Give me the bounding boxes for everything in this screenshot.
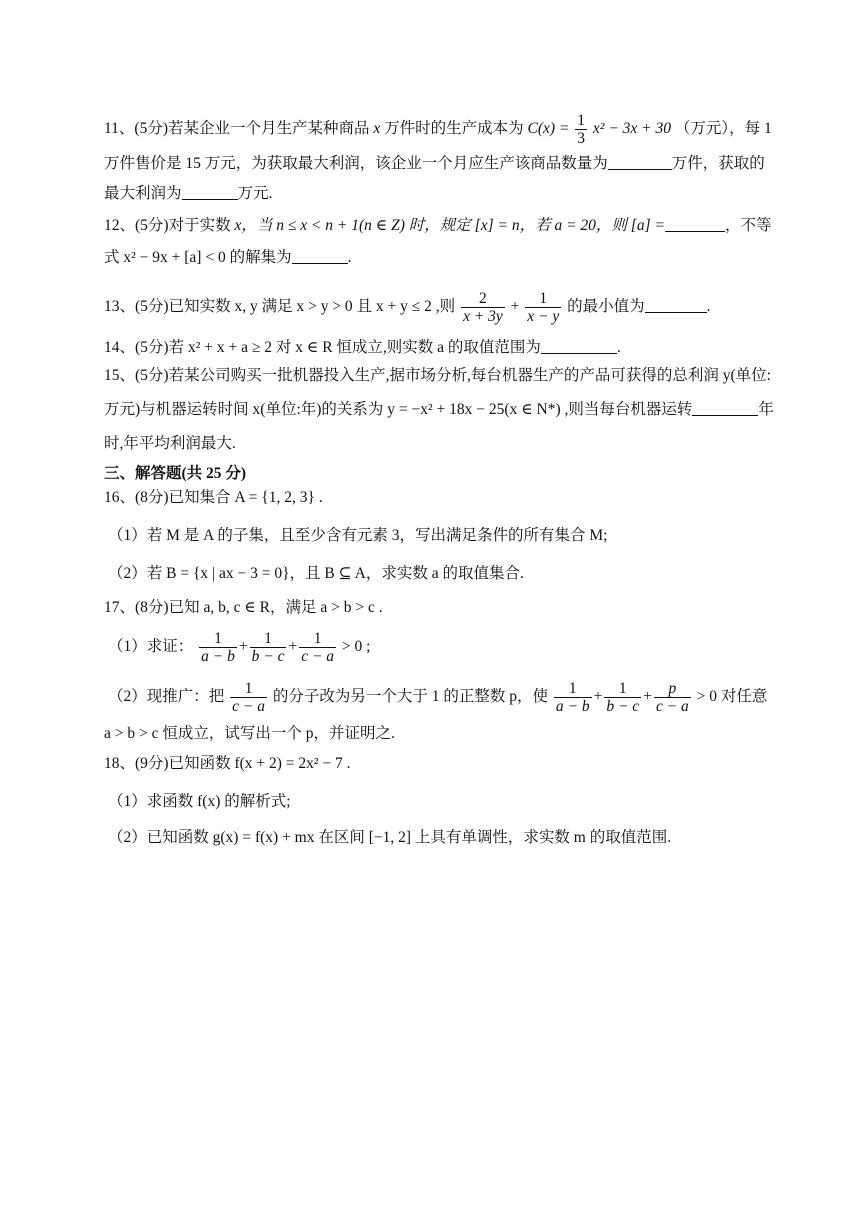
p17-q1-frac-3: $\frac{1}{c - a}$	[301, 630, 335, 665]
answer-blank[interactable]	[692, 401, 758, 416]
p11-line3: 最大利润为	[104, 185, 182, 202]
problem-11-line-2	[104, 154, 765, 174]
p17-q2-frac-1: $\frac{1}{a - b}$	[555, 680, 590, 715]
p13-fraction-2	[525, 290, 561, 325]
p11-mid: 万件时的生产成本为	[384, 120, 524, 138]
p11-after-cost: （万元），每 1	[674, 120, 772, 138]
p14-text: 14、(5分)若 x² + x + a ≥ 2 对 x ∈ R 恒成立,则实数 a 的取值范围为	[104, 339, 541, 356]
problem-13	[104, 290, 711, 325]
answer-blank[interactable]	[645, 298, 707, 313]
p12-line2: 式 x² − 9x + [a] < 0 的解集为	[104, 249, 292, 266]
p17-q2-frac-a: $\frac{1}{c - a}$	[232, 680, 265, 715]
p13-tail: 的最小值为	[567, 298, 645, 316]
problem-18-q1: （1）求函数 f(x) 的解析式;	[108, 793, 291, 810]
problem-17-q1: （1）求证： $\frac{1}{a - b}$ + $\frac{1}{b - c}$ + $\frac{1}{c - a}$ > 0 ;	[108, 630, 371, 665]
p11-cost-rhs: x² − 3x + 30	[592, 120, 671, 138]
p12-tail: ，不等	[724, 217, 772, 234]
p15-line1: 15、(5分)若某公司购买一批机器投入生产,据市场分析,每台机器生产的产品可获得的总利润 y(单位:	[104, 367, 771, 384]
section-heading: 三、解答题(共 25 分)	[104, 465, 247, 482]
problem-12-line-1	[104, 216, 771, 236]
p11-cost-lhs: C(x) =	[527, 120, 570, 138]
p12-line2-tail: .	[347, 249, 352, 266]
p17-q2-pre: （2）现推广：把	[108, 688, 225, 706]
problem-15-line-3	[104, 434, 236, 454]
problem-11-line-3	[104, 184, 272, 204]
p13-f2-den: x − y	[527, 308, 560, 325]
p11-intro: 11、(5分)若某企业一个月生产某种商品	[104, 120, 370, 138]
p13-f1-den: x + 3y	[463, 308, 503, 325]
problem-18-q2: （2）已知函数 g(x) = f(x) + mx 在区间 [−1, 2] 上具有单调性，求实数 m 的取值范围.	[108, 829, 672, 846]
p11-fraction	[575, 112, 587, 147]
p17-q1-pre: （1）求证：	[108, 638, 194, 656]
problem-16-q1: （1）若 M 是 A 的子集，且至少含有元素 3，写出满足条件的所有集合 M;	[108, 527, 608, 544]
p15-line3: 时,年平均利润最大.	[104, 435, 236, 452]
p13-intro: 13、(5分)已知实数 x, y 满足 x > y > 0 且 x + y ≤ 2 ,则	[104, 298, 456, 316]
p11-line2: 万件售价是 15 万元，为获取最大利润，该企业一个月应生产该商品数量为	[104, 155, 608, 172]
problem-14	[104, 338, 621, 358]
p12-cond: x，当 n ≤ x < n + 1(n ∈ Z) 时，规定 [x] = n，若 a = 20，则 [a] =	[234, 217, 665, 234]
p17-q2-mid: 的分子改为另一个大于 1 的正整数 p，使	[272, 688, 548, 706]
p11-var: x	[373, 120, 381, 138]
p17-q1-frac-2: $\frac{1}{b - c}$	[251, 630, 285, 665]
problem-17-q2-line-2: a > b > c 恒成立，试写出一个 p，并证明之.	[104, 725, 395, 742]
answer-blank[interactable]	[541, 339, 617, 354]
problem-17-stem: 17、(8分)已知 a, b, c ∈ R，满足 a > b > c .	[104, 599, 383, 616]
problem-12-line-2	[104, 248, 351, 268]
answer-blank[interactable]	[292, 249, 348, 264]
p14-end: .	[616, 339, 621, 356]
p17-q1-tail: > 0 ;	[341, 638, 371, 656]
p11-frac-num: 1	[577, 112, 586, 129]
p15-line2: 万元)与机器运转时间 x(单位:年)的关系为 y = −x² + 18x − 25(x ∈ N*) ,则当每台机器运转	[104, 401, 693, 418]
problem-15-line-2	[104, 400, 774, 420]
answer-blank[interactable]	[182, 185, 238, 200]
p11-line2-tail: 万件，获取的	[671, 155, 765, 172]
problem-15-line-1	[104, 366, 771, 386]
p17-q2-frac-2: $\frac{1}{b - c}$	[606, 680, 640, 715]
problem-16-stem: 16、(8分)已知集合 A = {1, 2, 3} .	[104, 489, 323, 506]
problem-17-q2: （2）现推广：把 $\frac{1}{c - a}$ 的分子改为另一个大于 1 的正整数 p，使 $\frac{1}{a - b}$ + $\frac{1}{b - c}$ + $\frac{p}{c - a}$ > 0 对任意	[108, 680, 768, 715]
p11-frac-den: 3	[577, 130, 586, 147]
p13-plus: +	[510, 298, 520, 316]
answer-blank[interactable]	[608, 155, 672, 170]
p15-line2-tail: 年	[758, 401, 774, 418]
p13-fraction-1	[461, 290, 505, 325]
p13-f2-num: 1	[525, 290, 561, 308]
p17-q2-tail: > 0 对任意	[696, 688, 768, 706]
p13-end: .	[706, 298, 711, 316]
problem-11-line-1	[104, 112, 772, 147]
problem-16-q2: （2）若 B = {x | ax − 3 = 0}，且 B ⊆ A，求实数 a 的取值集合.	[108, 565, 524, 582]
answer-blank[interactable]	[665, 217, 725, 232]
p12-intro: 12、(5分)对于实数	[104, 217, 231, 234]
p13-f1-num: 2	[461, 290, 505, 308]
p17-q1-frac-1: $\frac{1}{a - b}$	[201, 630, 235, 665]
p17-q2-frac-3: $\frac{p}{c - a}$	[655, 680, 689, 715]
p11-line3-tail: 万元.	[237, 185, 273, 202]
problem-18-stem: 18、(9分)已知函数 f(x + 2) = 2x² − 7 .	[104, 755, 351, 772]
